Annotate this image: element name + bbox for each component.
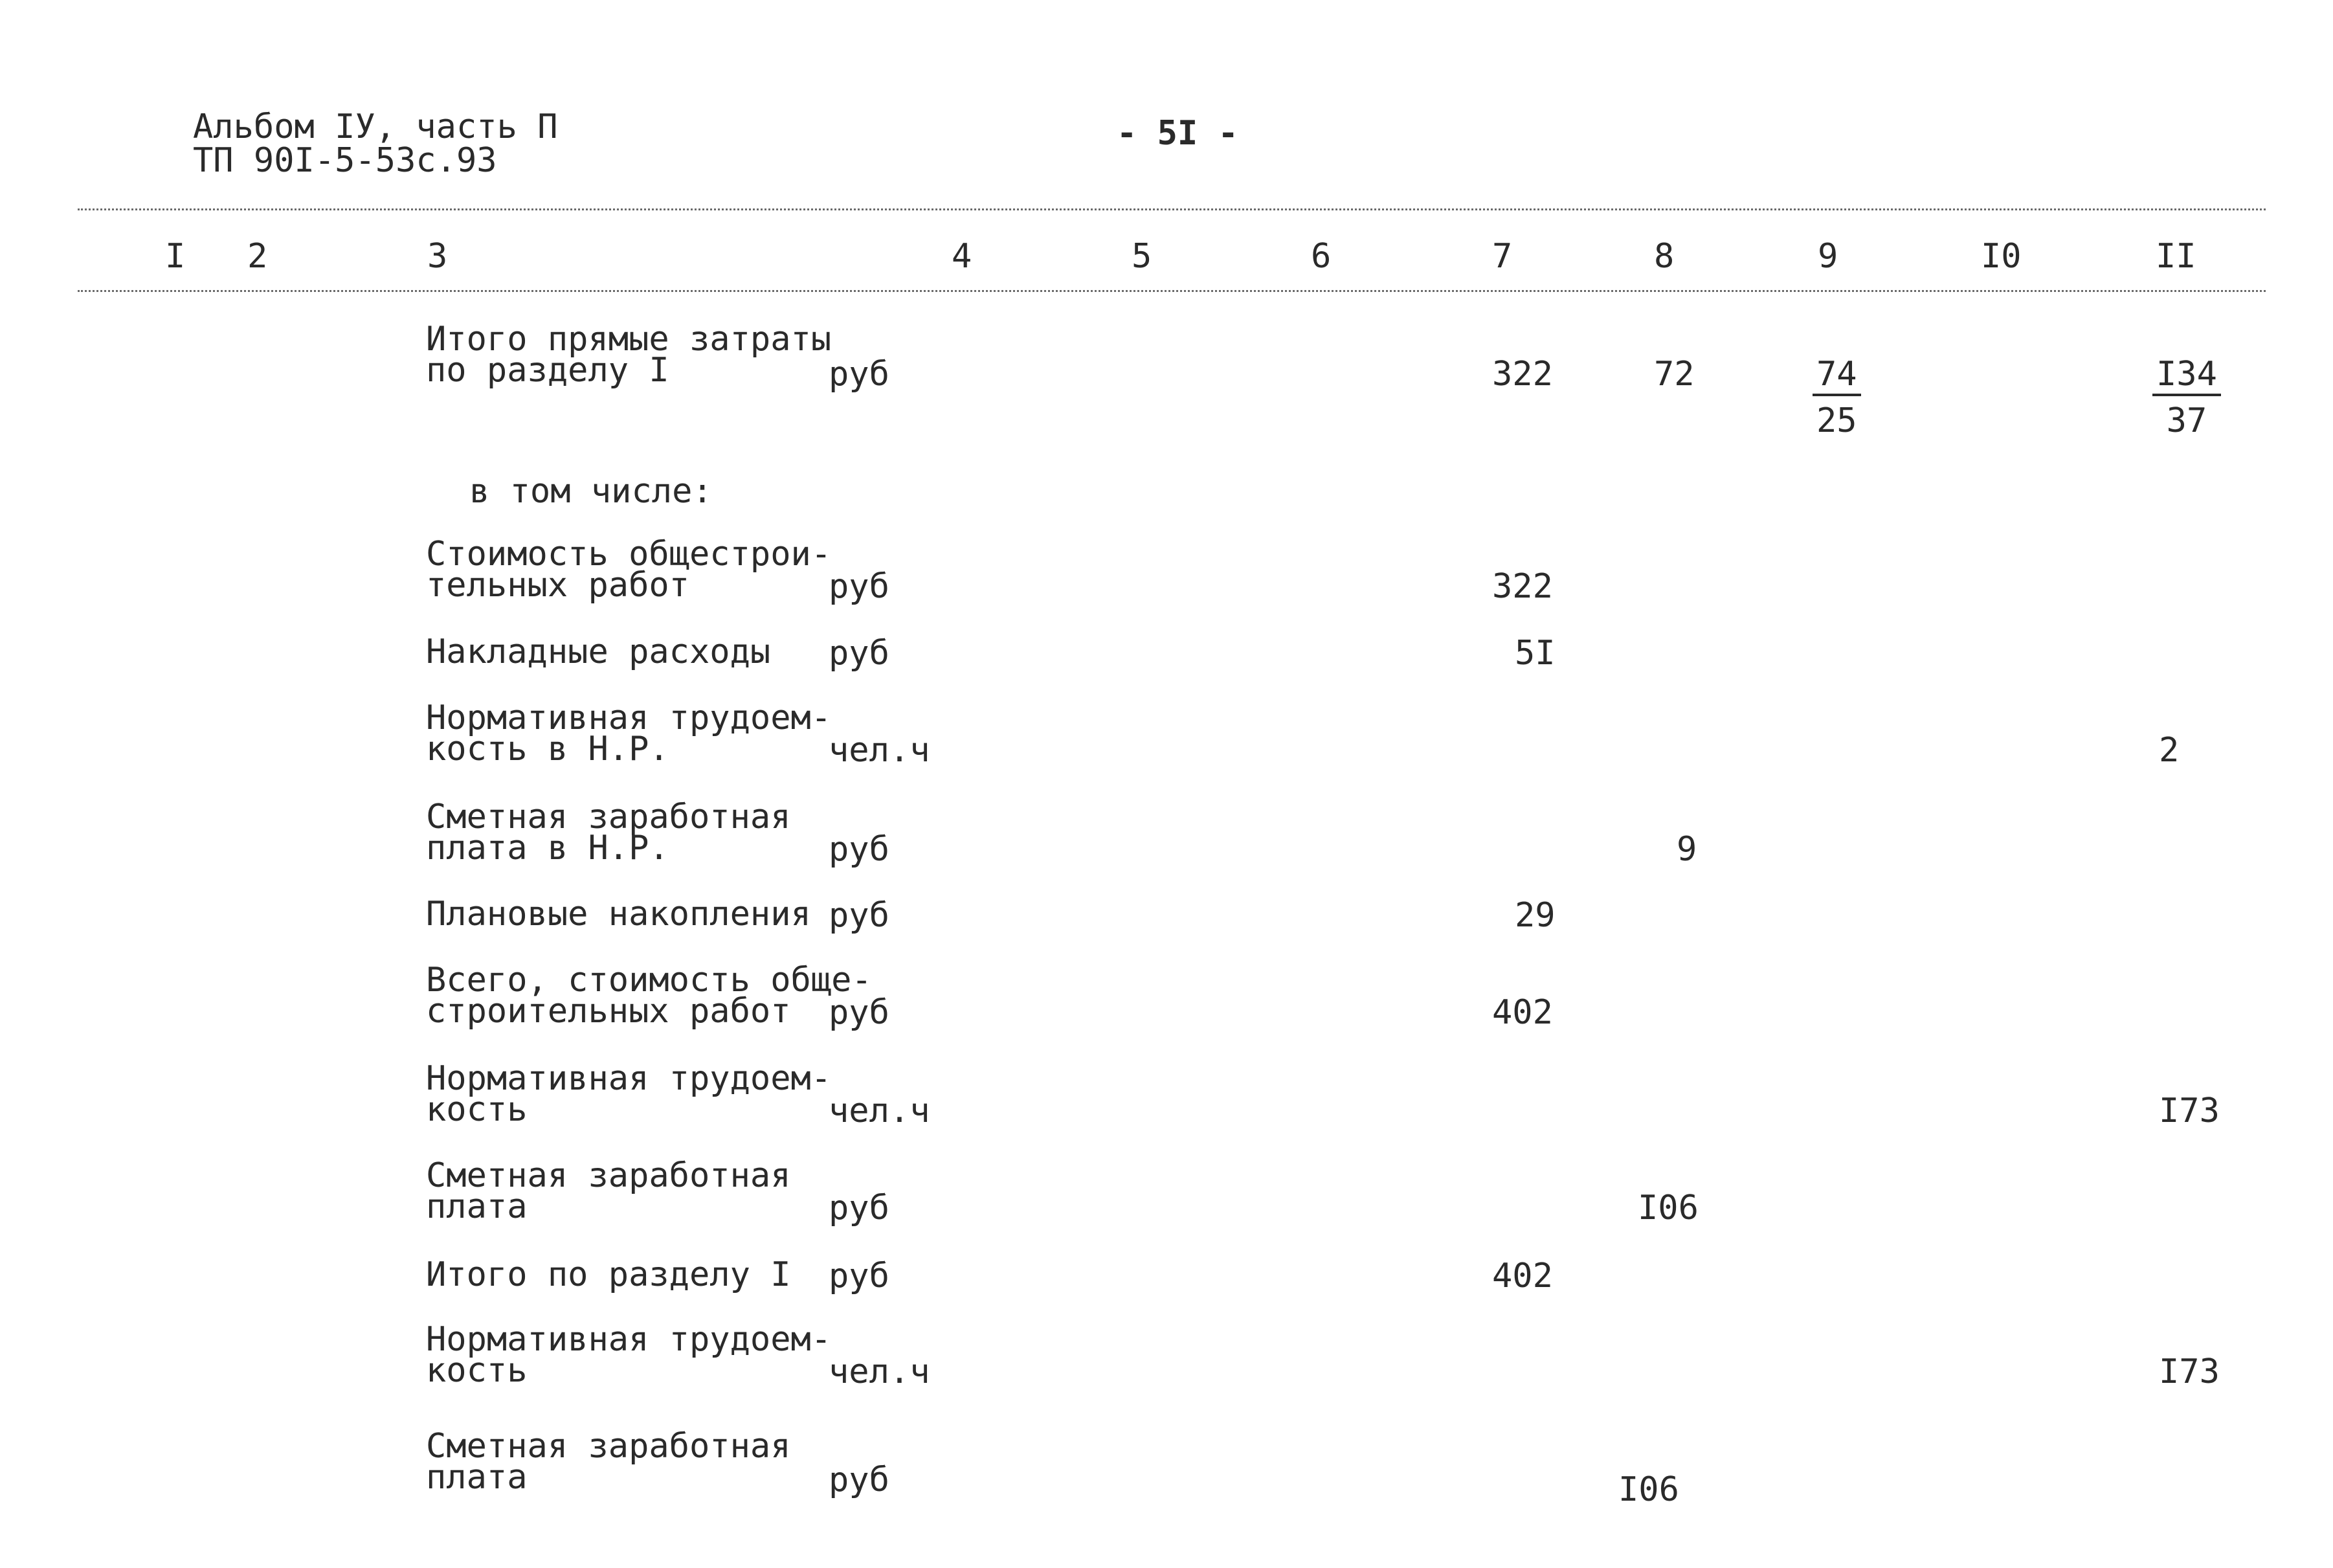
cell-col11-fraction — [2152, 357, 2221, 438]
cell-col9-fraction — [1813, 357, 1861, 438]
row-unit: чел.ч — [829, 1352, 930, 1391]
row-unit: чел.ч — [829, 731, 930, 770]
cell-col8: I06 — [1638, 1189, 1699, 1227]
row-unit: руб — [829, 1461, 889, 1499]
row-unit: руб — [829, 993, 889, 1032]
column-header: 4 — [952, 237, 972, 276]
row-label: Сметная заработная плата в Н.Р. — [426, 798, 791, 868]
column-header: 2 — [247, 237, 268, 276]
subheading: в том числе: — [469, 472, 713, 511]
fraction-denominator: 37 — [2166, 401, 2207, 440]
row-label: Итого по разделу I — [426, 1255, 791, 1294]
row-label: Стоимость общестрои- тельных работ — [426, 535, 832, 605]
row-unit: руб — [829, 1189, 889, 1227]
row-label: Нормативная трудоем- кость — [426, 1059, 832, 1129]
cell-col7: 29 — [1515, 896, 1556, 935]
row-unit: чел.ч — [829, 1092, 930, 1130]
cell-col7: 402 — [1492, 993, 1553, 1032]
cell-col8: I06 — [1618, 1470, 1679, 1509]
column-header: 7 — [1492, 237, 1513, 276]
cell-col7: 322 — [1492, 355, 1553, 394]
row-unit: руб — [829, 830, 889, 869]
row-label: Сметная заработная плата — [426, 1156, 791, 1226]
fraction-numerator: I34 — [2152, 357, 2221, 396]
header-bottom-rule — [78, 290, 2266, 292]
cell-col8: 72 — [1654, 355, 1695, 394]
row-label: Накладные расходы — [426, 633, 771, 671]
column-header: I — [165, 237, 186, 276]
column-header: 6 — [1311, 237, 1332, 276]
column-header: I0 — [1981, 237, 2022, 276]
row-unit: руб — [829, 1257, 889, 1295]
row-unit: руб — [829, 634, 889, 673]
cell-col7: 5I — [1515, 634, 1556, 673]
page-number: - 5I - — [1117, 114, 1238, 153]
album-title: Альбом IУ, часть П — [193, 107, 558, 146]
column-header: 5 — [1132, 237, 1152, 276]
cell-col8: 9 — [1677, 830, 1697, 869]
row-unit: руб — [829, 896, 889, 935]
cell-col7: 402 — [1492, 1257, 1553, 1295]
column-header: 3 — [427, 237, 448, 276]
row-label: Нормативная трудоем- кость — [426, 1320, 832, 1390]
cell-col11: I73 — [2159, 1092, 2220, 1130]
row-label: Всего, стоимость обще- строительных работ — [426, 961, 872, 1031]
cell-col11: 2 — [2159, 731, 2180, 770]
row-label: Сметная заработная плата — [426, 1427, 791, 1497]
column-header: 9 — [1818, 237, 1838, 276]
row-label: Плановые накопления — [426, 895, 811, 934]
row-label: Итого прямые затраты по разделу I — [426, 320, 832, 390]
row-unit: руб — [829, 567, 889, 606]
project-code: ТП 90I-5-53с.93 — [193, 141, 497, 180]
fraction-numerator: 74 — [1813, 357, 1861, 396]
cell-col11: I73 — [2159, 1352, 2220, 1391]
fraction-denominator: 25 — [1816, 401, 1857, 440]
cell-col7: 322 — [1492, 567, 1553, 606]
row-label: Нормативная трудоем- кость в Н.Р. — [426, 699, 832, 768]
column-header: II — [2156, 237, 2196, 276]
column-header: 8 — [1654, 237, 1675, 276]
row-unit: руб — [829, 355, 889, 394]
header-top-rule — [78, 208, 2266, 210]
